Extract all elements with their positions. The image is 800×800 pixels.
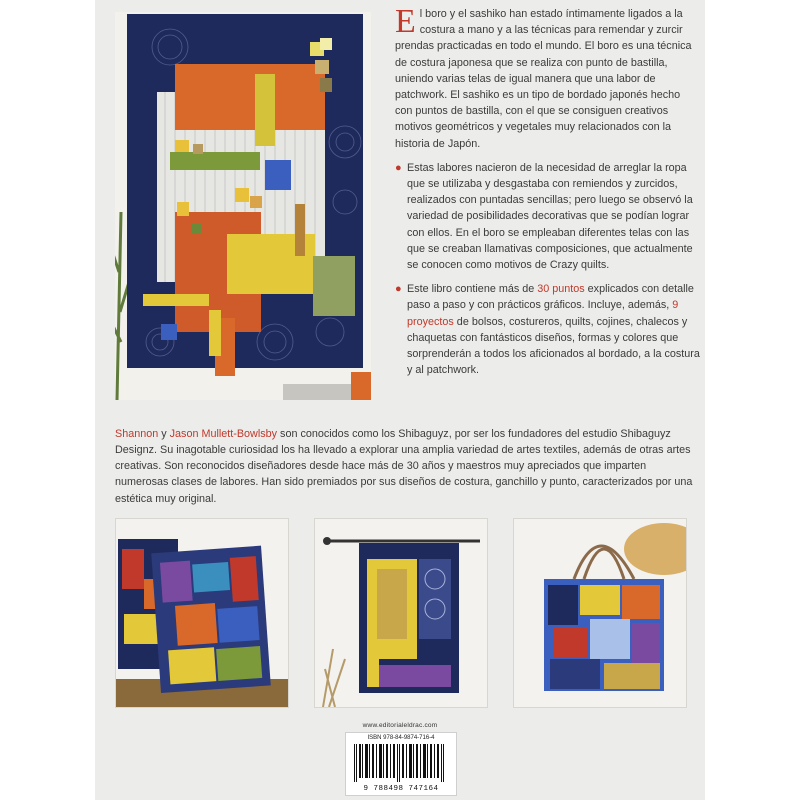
back-cover bbox=[95, 0, 705, 800]
barcode-number: 9 788498 747164 bbox=[363, 785, 439, 793]
intro-paragraph bbox=[395, 3, 700, 152]
author-connector: y bbox=[158, 427, 170, 440]
author-name-1: Shannon bbox=[115, 427, 159, 440]
isbn-label: ISBN 978-84-9874-716-4 bbox=[367, 735, 435, 741]
description-column bbox=[395, 3, 700, 386]
bullet-contents-text: explicados con detalle paso a paso y con prácticos gráficos. Incluye, además, bbox=[407, 283, 694, 312]
bullet-dot-icon: ● bbox=[395, 161, 402, 174]
bullet-contents-text: Este libro contiene más de bbox=[407, 283, 538, 296]
bullet-dot-icon: ● bbox=[395, 283, 402, 296]
bullet-origins-text: Estas labores nacieron de la necesidad de arreglar la ropa que se utilizaba y desgastaba con remiendos y zurcidos, realizados con puntadas sencillas; pero luego se observó la variedad de posibilidades decorativas que se podían lograr con ellos. En el boro se empleaban diferentes telas con las que se creaban llamativas composiciones, que actualmente se conocen como motivos de Crazy quilts. bbox=[407, 161, 693, 272]
author-bio bbox=[115, 426, 700, 507]
barcode-bars bbox=[354, 744, 448, 782]
highlight-projects: 9 proyectos bbox=[407, 299, 679, 328]
intro-text: l boro y el sashiko han estado íntimamente ligados a la costura a mano y a las técnicas para remendar y zurcir prendas practicadas en todo el mundo. El boro es una técnica de costura japonesa que se realiza con punto de bastilla, uniendo varias telas de igual manera que una labor de patchwork. El sashiko es un tipo de bordado japonés hecho con puntos de bastilla, con el que se consiguen creativos motivos geométricos y vegetales muy relacionados con la historia de Japón. bbox=[395, 8, 692, 150]
wall-hanging-photo bbox=[314, 518, 488, 708]
bullet-origins bbox=[395, 160, 700, 273]
highlight-points: 30 puntos bbox=[537, 283, 585, 296]
barcode-box bbox=[345, 732, 457, 796]
publisher-url: www.editorialeldrac.com bbox=[362, 722, 438, 729]
drop-cap: E bbox=[395, 3, 416, 40]
quilt-photo bbox=[115, 12, 371, 400]
bullet-contents bbox=[395, 281, 700, 378]
author-bio-text: son conocidos como los Shibaguyz, por ser los fundadores del estudio Shibaguyz Designz. Su inagotable curiosidad los ha llevado a explorar una amplia variedad de artes textiles, además de otras artes creativas. Son reconocidos diseñadores desde hace más de 30 años y maestros muy apreciados que imparten numerosas clases de labores. Han sido premiados por sus diseños de costura, ganchillo y punto, caracterizados por una estética muy original. bbox=[115, 427, 693, 505]
author-name-2: Jason Mullett-Bowlsby bbox=[169, 427, 278, 440]
bullet-contents-text: de bolsos, costureros, quilts, cojines, chalecos y chaquetas con fantásticos diseños, formas y colores que sorprenderán a todos los aficionados al bordado, a la costura y al patchwork. bbox=[407, 315, 700, 377]
cushions-photo bbox=[115, 518, 289, 708]
bag-photo bbox=[513, 518, 687, 708]
